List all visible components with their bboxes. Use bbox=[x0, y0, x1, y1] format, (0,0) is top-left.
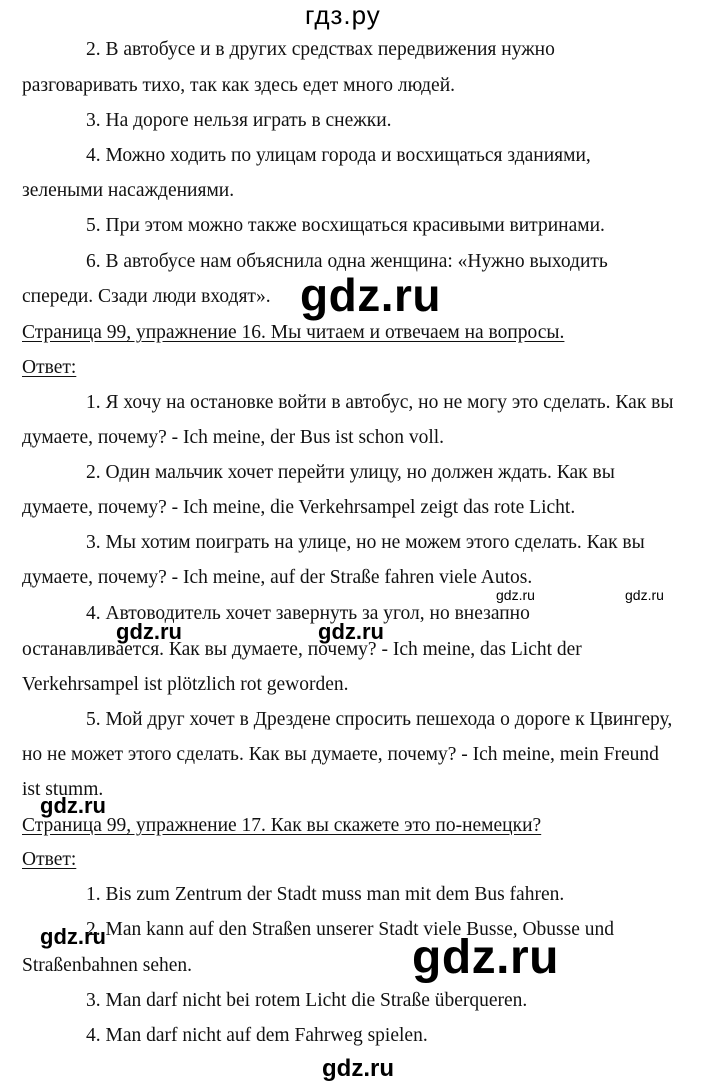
s16-item5-line1: 5. Мой друг хочет в Дрездене спросить пешехода о дороге к Цвингеру, bbox=[86, 709, 673, 730]
s16-item4-line2: останавливается. Как вы думаете, почему? - Ich meine, das Licht der bbox=[22, 639, 582, 660]
watermark-left-bottom: gdz.ru bbox=[40, 924, 106, 949]
s15-item3: 3. На дороге нельзя играть в снежки. bbox=[86, 110, 392, 131]
watermark-header: гдз.ру bbox=[305, 0, 381, 30]
watermark-center-mid: gdz.ru bbox=[318, 619, 384, 644]
s15-item6-line1: 6. В автобусе нам объяснила одна женщина: «Нужно выходить bbox=[86, 251, 608, 272]
section16-heading: Страница 99, упражнение 16. Мы читаем и отвечаем на вопросы. bbox=[22, 322, 565, 343]
watermark-left-mid: gdz.ru bbox=[116, 619, 182, 644]
s16-item3-line1: 3. Мы хотим поиграть на улице, но не можем этого сделать. Как вы bbox=[86, 532, 645, 553]
s17-item1: 1. Bis zum Zentrum der Stadt muss man mit dem Bus fahren. bbox=[86, 884, 565, 905]
s15-item4-line1: 4. Можно ходить по улицам города и восхищаться зданиями, bbox=[86, 145, 591, 166]
section17-heading: Страница 99, упражнение 17. Как вы скажете это по-немецки? bbox=[22, 815, 542, 836]
s17-item4: 4. Man darf nicht auf dem Fahrweg spielen. bbox=[86, 1025, 428, 1046]
s17-item2-line2: Straßenbahnen sehen. bbox=[22, 955, 193, 976]
watermark-big-bottom: gdz.ru bbox=[412, 931, 559, 984]
watermark-center-top: gdz.ru bbox=[300, 269, 441, 321]
s16-item4-line3: Verkehrsampel ist plötzlich rot geworden. bbox=[22, 674, 349, 695]
s15-item4-line2: зелеными насаждениями. bbox=[22, 180, 235, 201]
watermark-right-small-1: gdz.ru bbox=[496, 587, 535, 603]
watermark-left-lower: gdz.ru bbox=[40, 793, 106, 818]
section16-answer-label: Ответ: bbox=[22, 357, 77, 378]
section17-answer-label: Ответ: bbox=[22, 849, 77, 870]
s16-item4-line1: 4. Автоводитель хочет завернуть за угол, но внезапно bbox=[86, 603, 530, 624]
s17-item2-line1: 2. Man kann auf den Straßen unserer Stadt viele Busse, Obusse und bbox=[86, 919, 615, 940]
s16-item3-line2: думаете, почему? - Ich meine, auf der Straße fahren viele Autos. bbox=[22, 567, 533, 588]
s15-item2-line2: разговаривать тихо, так как здесь едет много людей. bbox=[22, 75, 456, 96]
s16-item5-line2: но не может этого сделать. Как вы думаете, почему? - Ich meine, mein Freund bbox=[22, 744, 659, 765]
s16-item2-line2: думаете, почему? - Ich meine, die Verkehrsampel zeigt das rote Licht. bbox=[22, 497, 576, 518]
s16-item5-line3: ist stumm. bbox=[22, 779, 104, 800]
watermark-footer: gdz.ru bbox=[322, 1055, 394, 1082]
s16-item2-line1: 2. Один мальчик хочет перейти улицу, но должен ждать. Как вы bbox=[86, 462, 615, 483]
s15-item6-line2: спереди. Сзади люди входят». bbox=[22, 286, 271, 307]
s17-item3: 3. Man darf nicht bei rotem Licht die Straße überqueren. bbox=[86, 990, 528, 1011]
s16-item1-line1: 1. Я хочу на остановке войти в автобус, но не могу это сделать. Как вы bbox=[86, 392, 674, 413]
s16-item1-line2: думаете, почему? - Ich meine, der Bus ist schon voll. bbox=[22, 427, 445, 448]
watermark-right-small-2: gdz.ru bbox=[625, 587, 664, 603]
s15-item5: 5. При этом можно также восхищаться красивыми витринами. bbox=[86, 215, 605, 236]
s15-item2-line1: 2. В автобусе и в других средствах передвижения нужно bbox=[86, 39, 555, 60]
